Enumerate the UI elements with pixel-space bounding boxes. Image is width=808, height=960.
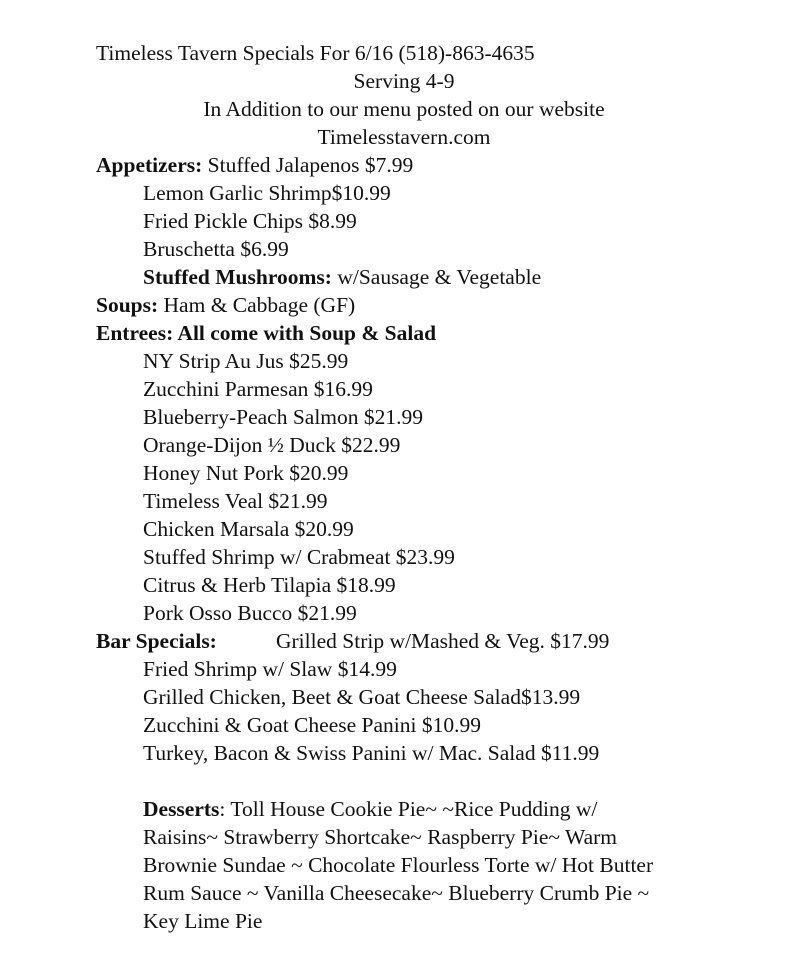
appetizers-line <box>96 152 413 180</box>
entree-item: Timeless Veal $21.99 <box>143 489 328 513</box>
desserts-text: : Toll House Cookie Pie~ ~Rice Pudding w/ <box>219 797 598 821</box>
entree-item: Zucchini Parmesan $16.99 <box>143 377 373 401</box>
appetizers-label: Appetizers: <box>96 153 203 177</box>
desserts-text: Raisins~ Strawberry Shortcake~ Raspberry Pie~ Warm <box>143 825 618 849</box>
desserts-text: Brownie Sundae ~ Chocolate Flourless Torte w/ Hot Butter <box>143 853 654 877</box>
desserts-text: Key Lime Pie <box>143 909 263 933</box>
stuffed-mushrooms-line <box>143 264 541 292</box>
soup-item: Ham & Cabbage (GF) <box>163 293 356 317</box>
appetizer-item: Lemon Garlic Shrimp$10.99 <box>143 181 391 205</box>
header-hours: Serving 4-9 <box>353 69 455 93</box>
entree-item: Chicken Marsala $20.99 <box>143 517 354 541</box>
bar-special-item: Fried Shrimp w/ Slaw $14.99 <box>143 657 397 681</box>
entree-item: Pork Osso Bucco $21.99 <box>143 601 357 625</box>
soups-line <box>96 292 355 320</box>
entree-item: NY Strip Au Jus $25.99 <box>143 349 349 373</box>
desserts-line <box>143 796 597 824</box>
entree-item: Stuffed Shrimp w/ Crabmeat $23.99 <box>143 545 455 569</box>
appetizer-item: Fried Pickle Chips $8.99 <box>143 209 357 233</box>
header-note: In Addition to our menu posted on our website <box>203 97 605 121</box>
appetizer-item: Stuffed Jalapenos $7.99 <box>207 153 414 177</box>
stuffed-mushrooms-label: Stuffed Mushrooms: <box>143 265 332 289</box>
entree-item: Blueberry-Peach Salmon $21.99 <box>143 405 424 429</box>
soups-label: Soups: <box>96 293 159 317</box>
entree-item: Honey Nut Pork $20.99 <box>143 461 349 485</box>
bar-special-item: Grilled Chicken, Beet & Goat Cheese Salad$13.99 <box>143 685 581 709</box>
entree-item: Citrus & Herb Tilapia $18.99 <box>143 573 396 597</box>
desserts-text: Rum Sauce ~ Vanilla Cheesecake~ Blueberry Crumb Pie ~ <box>143 881 650 905</box>
bar-specials-label: Bar Specials: <box>96 629 217 653</box>
entree-item: Orange-Dijon ½ Duck $22.99 <box>143 433 401 457</box>
bar-special-item: Turkey, Bacon & Swiss Panini w/ Mac. Salad $11.99 <box>143 741 600 765</box>
header-website: Timelesstavern.com <box>317 125 491 149</box>
entrees-heading: Entrees: All come with Soup & Salad <box>96 321 437 345</box>
header-title: Timeless Tavern Specials For 6/16 (518)-863-4635 <box>96 41 535 65</box>
bar-special-item: Grilled Strip w/Mashed & Veg. $17.99 <box>276 629 610 653</box>
bar-special-item: Zucchini & Goat Cheese Panini $10.99 <box>143 713 481 737</box>
appetizer-item: Bruschetta $6.99 <box>143 237 289 261</box>
stuffed-mushrooms-text: w/Sausage & Vegetable <box>337 265 542 289</box>
desserts-label: Desserts <box>143 797 220 821</box>
